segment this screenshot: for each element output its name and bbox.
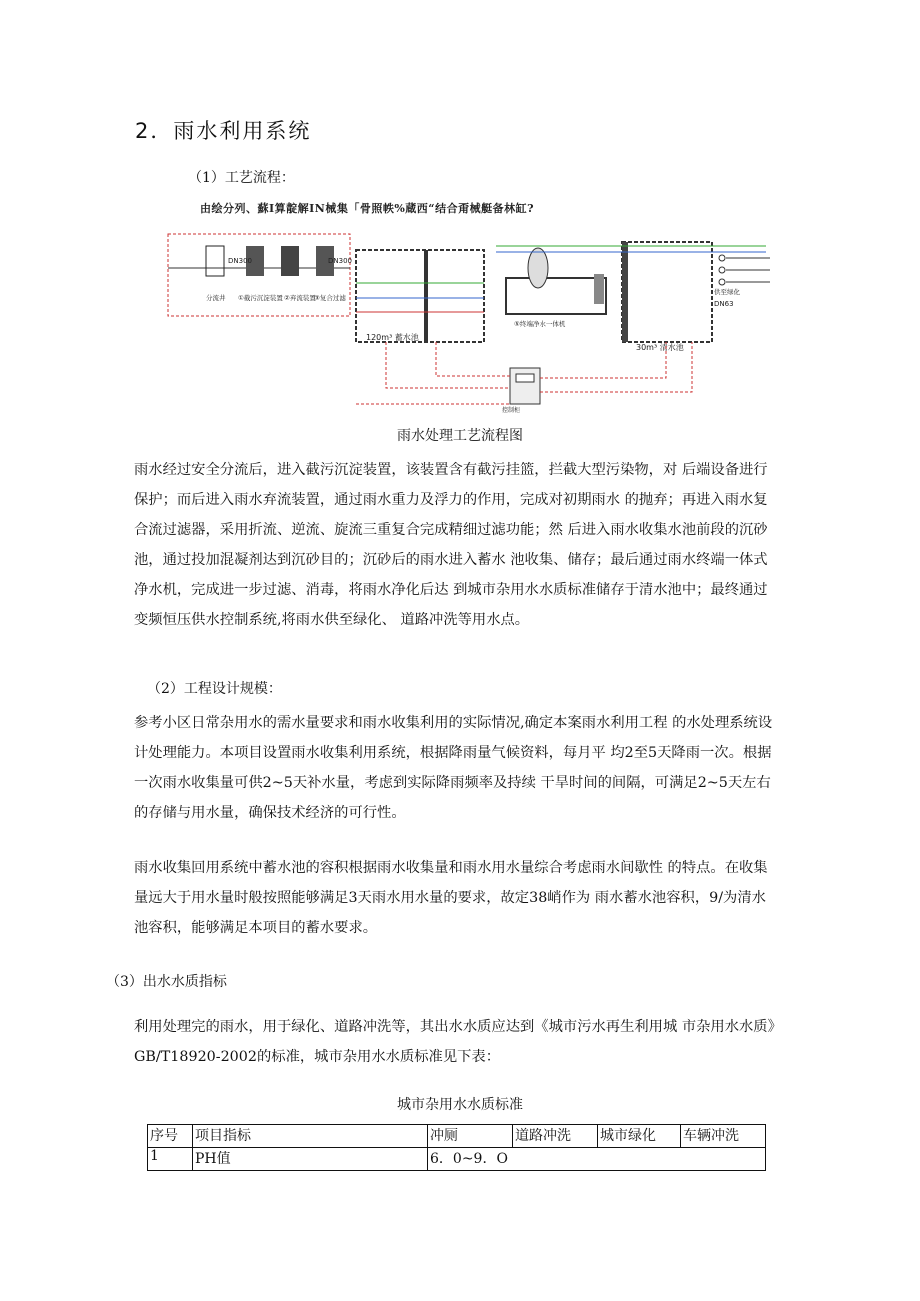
svg-text:③复合过滤: ③复合过滤 [314, 294, 346, 302]
svg-text:供至绿化: 供至绿化 [714, 288, 740, 296]
clean-pool-label: 30m³ 清水池 [636, 343, 684, 352]
subheading-process-flow: （1）工艺流程： [188, 170, 295, 186]
svg-text:②弃流装置: ②弃流装置 [284, 294, 316, 302]
subheading-design-scale: （2）工程设计规模： [147, 681, 282, 697]
header-cell: 序号 [148, 1125, 193, 1148]
paragraph-design-scale: 参考小区日常杂用水的需水量要求和雨水收集利用的实际情况,确定本案雨水利用工程 的水处理系统设计处理能力。本项目设置雨水收集利用系统，根据降雨量气候资料，每月平 均2至5天降雨一次。根据一次雨水收集量可供2~5天补水量，考虑到实际降雨频率及持续 干旱时间的间隔，可满足2~5天左右的存储与用水量，确保技术经济的可行性。 [134, 715, 773, 821]
table-title: 城市杂用水水质标准 [397, 1097, 523, 1113]
paragraph-quality-standard: 利用处理完的雨水，用于绿化、道路冲洗等，其出水水质应达到《城市污水再生利用城 市杂用水水质》GB/T18920-2002的标准，城市杂用水水质标准见下表： [134, 1019, 775, 1065]
svg-text:①截污沉淀装置: ①截污沉淀装置 [238, 294, 283, 302]
table-cell: PH值 [193, 1148, 428, 1171]
header-cell: 道路冲洗 [513, 1125, 598, 1148]
svg-text:DN63: DN63 [714, 300, 734, 308]
svg-text:分流井: 分流井 [206, 294, 226, 302]
dn300-label-b: DN300 [328, 257, 352, 265]
svg-text:控制柜: 控制柜 [502, 407, 521, 414]
header-cell: 项目指标 [193, 1125, 428, 1148]
section-title: 2．雨水利用系统 [135, 119, 312, 143]
water-quality-table [147, 1124, 766, 1171]
header-cell: 城市绿化 [598, 1125, 681, 1148]
paragraph-storage-volume: 雨水收集回用系统中蓄水池的容积根据雨水收集量和雨水用水量综合考虑雨水间歇性 的特点。在收集量远大于用水量时般按照能够满足3天雨水用水量的要求，故定38峭作为 雨水蓄水池容积，9/为清水池容积，能够满足本项目的蓄水要求。 [134, 860, 768, 936]
dn300-label-a: DN300 [228, 257, 252, 265]
process-flow-diagram [166, 228, 774, 414]
figure-caption: 雨水处理工艺流程图 [397, 428, 523, 444]
storage-pool-label: 120m³ 蓄水池 [366, 333, 419, 342]
table-header-row [148, 1125, 766, 1148]
header-cell: 车辆冲洗 [681, 1125, 766, 1148]
table-cell: 1 [148, 1148, 193, 1171]
table-row [148, 1148, 766, 1171]
svg-text:⑤终端净水一体机: ⑤终端净水一体机 [514, 320, 566, 328]
table-cell: 6．0~9．O [428, 1148, 766, 1171]
diagram-top-caption: 由绘分列、蘇I算靛解IN械集「骨照帙%蔵西“结合甭械艇备林缸? [200, 202, 535, 215]
paragraph-process-description: 雨水经过安全分流后，进入截污沉淀装置，该装置含有截污挂篮，拦截大型污染物，对 后端设备进行保护；而后进入雨水弃流装置，通过雨水重力及浮力的作用，完成对初期雨水 的抛弃；再进入雨水复合流过滤器，采用折流、逆流、旋流三重复合完成精细过滤功能；然 后进入雨水收集水池前段的沉砂池，通过投加混凝剂达到沉砂目的；沉砂后的雨水进入蓄水 池收集、储存；最后通过雨水终端一体式净水机，完成进一步过滤、消毒，将雨水净化后达 到城市杂用水水质标准储存于清水池中；最终通过变频恒压供水控制系统,将雨水供至绿化、 道路冲洗等用水点。 [134, 462, 768, 628]
header-cell: 冲厕 [428, 1125, 513, 1148]
subheading-effluent-quality: （3）出水水质指标 [106, 974, 227, 990]
